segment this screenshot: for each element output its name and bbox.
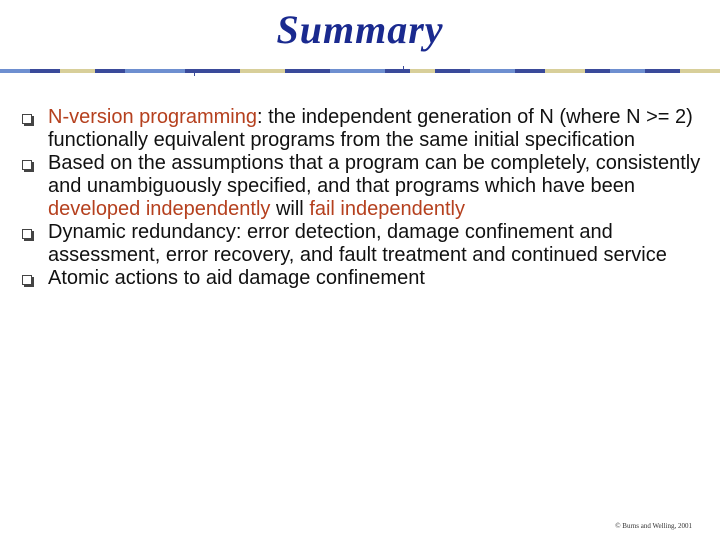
square-bullet-icon (22, 160, 32, 170)
bullet-text: : the independent generation of N (where N >= 2) functionally equivalent programs from the same initial specification (48, 106, 693, 151)
bullet-item (18, 221, 708, 267)
bullet-text: will (270, 198, 310, 220)
square-bullet-icon (22, 229, 32, 239)
bullet-item (18, 106, 708, 152)
bullet-term: N-version programming (48, 106, 257, 128)
bullet-text: Dynamic redundancy: error detection, damage confinement and assessment, error recovery, and fault treatment and continued service (48, 221, 667, 266)
square-bullet-icon (22, 114, 32, 124)
copyright-footer: © Burns and Welling, 2001 (615, 522, 692, 530)
bullet-item (18, 152, 708, 221)
slide-title: Summary (276, 7, 444, 52)
bullet-text: Atomic actions to aid damage confinement (48, 267, 425, 289)
bullet-item (18, 267, 708, 290)
decorative-rule (0, 66, 720, 76)
bullet-list (18, 106, 708, 290)
bullet-highlight: developed independently (48, 198, 271, 220)
bullet-highlight: fail independently (309, 198, 465, 220)
bullet-text: Based on the assumptions that a program can be completely, consistently and unambiguously specified, and that programs which have been (48, 152, 701, 197)
square-bullet-icon (22, 275, 32, 285)
